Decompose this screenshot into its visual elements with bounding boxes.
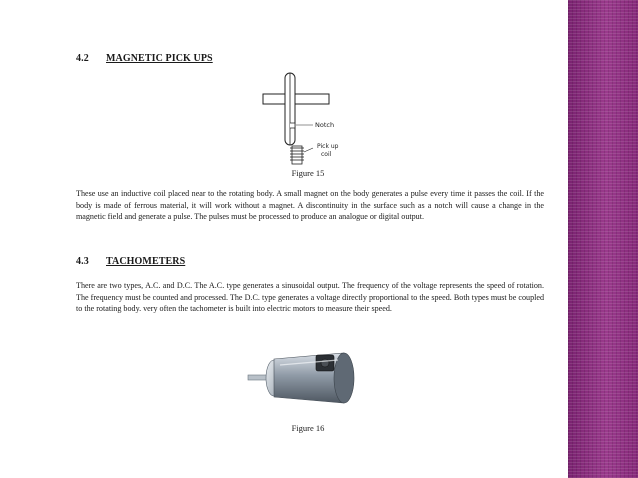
pickup-coil xyxy=(290,146,304,164)
connector-socket xyxy=(321,359,329,367)
section-number: 4.3 xyxy=(76,256,89,267)
figure-16-caption: Figure 16 xyxy=(291,423,325,433)
notch-shape xyxy=(290,123,295,128)
figure-15-diagram xyxy=(255,68,365,168)
coil-leader xyxy=(304,148,313,152)
section-title: MAGNETIC PICK UPS xyxy=(106,53,213,64)
pickup-label-line1: Pick up xyxy=(317,143,339,150)
pickup-label-line2: coil xyxy=(321,151,332,158)
shaft xyxy=(263,94,329,104)
notch-label: Notch xyxy=(315,121,335,129)
figure-16-tachometer-image xyxy=(246,345,376,413)
decorative-sidebar xyxy=(568,0,638,478)
paragraph-magnetic-pickups: These use an inductive coil placed near to the rotating body. A small magnet on the body generates a pulse every time it passes the coil. If the body is made of ferrous material, it will work without a magnet. A discontinuity in the surface such as a notch will cause a change in the magnetic field and generate a pulse. The pulses must be processed to produce an analogue or digital output. xyxy=(76,189,544,222)
section-title: TACHOMETERS xyxy=(106,256,186,267)
section-heading-4-2 xyxy=(76,53,213,64)
section-number: 4.2 xyxy=(76,53,89,64)
paragraph-tachometers: There are two types, A.C. and D.C. The A.C. type generates a sinusoidal output. The frequency of the voltage represents the speed of rotation. The frequency must be counted and processed. The D.C. type generates a voltage directly proportional to the speed. Both types must be coupled to the rotating body. very often the tachometer is built into electric motors to measure their speed. xyxy=(76,281,544,314)
section-heading-4-3 xyxy=(76,256,185,267)
figure-15-caption: Figure 15 xyxy=(291,168,325,178)
